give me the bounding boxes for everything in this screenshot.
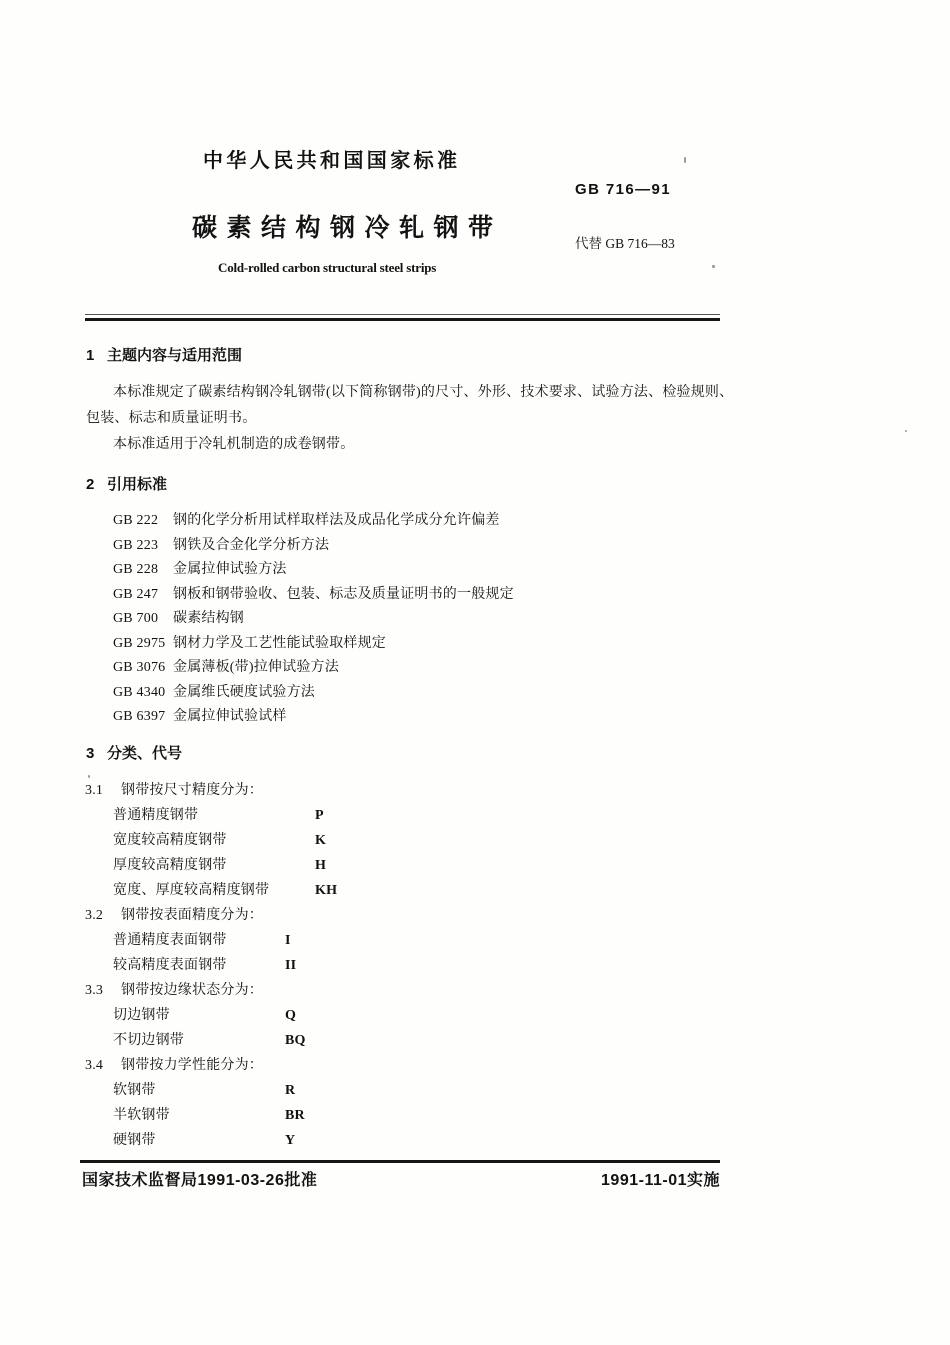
reference-item xyxy=(86,705,734,730)
subsection-number: 3.4 xyxy=(85,1058,104,1073)
section-1-heading xyxy=(86,346,734,366)
classification-item xyxy=(86,1128,734,1153)
reference-title: 钢的化学分析用试样取样法及成品化学成分允许偏差 xyxy=(173,513,500,528)
classification-label: 较高精度表面钢带 xyxy=(113,958,227,973)
reference-code: GB 228 xyxy=(113,562,159,577)
document-title-cn: 碳素结构钢冷轧钢带 xyxy=(192,214,503,242)
subsection-title: 钢带按力学性能分为： xyxy=(121,1058,263,1073)
reference-title: 钢铁及合金化学分析方法 xyxy=(173,537,330,553)
classification-label: 硬钢带 xyxy=(113,1133,156,1148)
classification-item xyxy=(86,1078,734,1103)
header-divider-rule xyxy=(85,318,720,321)
classification-item xyxy=(86,953,734,978)
standard-number: GB 716—91 xyxy=(575,181,671,198)
section-2-number: 2 xyxy=(86,476,95,493)
scan-speck xyxy=(684,157,686,163)
subsection-number: 3.1 xyxy=(85,783,104,798)
reference-item xyxy=(86,607,734,632)
reference-code: GB 223 xyxy=(113,537,159,553)
subsection-number: 3.2 xyxy=(85,908,104,923)
classification-code: H xyxy=(315,858,327,873)
reference-item xyxy=(86,681,734,706)
reference-item xyxy=(86,656,734,681)
section-1-number: 1 xyxy=(86,347,95,364)
classification-label: 宽度、厚度较高精度钢带 xyxy=(113,883,270,898)
document-title-en: Cold-rolled carbon structural steel strips xyxy=(218,260,437,275)
classification-label: 宽度较高精度钢带 xyxy=(113,833,227,848)
classification-code: Y xyxy=(285,1133,296,1148)
classification-item xyxy=(86,803,734,828)
reference-item xyxy=(86,509,734,534)
subsection-3.1 xyxy=(86,778,734,903)
subsection-heading xyxy=(85,1053,734,1078)
reference-code: GB 247 xyxy=(113,586,159,602)
classification-item xyxy=(86,928,734,953)
scope-paragraph-1: 本标准规定了碳素结构钢冷轧钢带(以下简称钢带)的尺寸、外形、技术要求、试验方法、检验规则、包装、标志和质量证明书。 xyxy=(86,385,734,426)
subsection-title: 钢带按尺寸精度分为： xyxy=(121,783,263,798)
scan-speck xyxy=(88,775,90,778)
reference-title: 金属拉伸试验试样 xyxy=(173,709,287,724)
section-1-title: 主题内容与适用范围 xyxy=(107,347,243,364)
reference-title: 金属薄板(带)拉伸试验方法 xyxy=(173,660,339,675)
subsection-heading xyxy=(85,778,734,803)
reference-title: 钢板和钢带验收、包装、标志及质量证明书的一般规定 xyxy=(173,586,514,602)
national-standard-label: 中华人民共和国国家标准 xyxy=(203,150,461,172)
scan-speck xyxy=(905,430,907,432)
classification-code: II xyxy=(285,958,297,973)
section-3-heading xyxy=(86,744,734,764)
reference-title: 碳素结构钢 xyxy=(173,611,244,626)
subsection-number: 3.3 xyxy=(85,983,104,998)
reference-title: 金属拉伸试验方法 xyxy=(173,562,287,577)
subsection-heading xyxy=(85,903,734,928)
subsection-title: 钢带按表面精度分为： xyxy=(121,908,263,923)
classification-label: 半软钢带 xyxy=(113,1108,170,1123)
classification-item xyxy=(86,1003,734,1028)
classification-code: KH xyxy=(315,883,338,898)
classification-item xyxy=(86,828,734,853)
implementation-note: 1991-11-01实施 xyxy=(601,1172,720,1189)
classification-code: Q xyxy=(285,1008,297,1023)
classification-label: 软钢带 xyxy=(113,1083,156,1098)
reference-title: 钢材力学及工艺性能试验取样规定 xyxy=(173,635,386,651)
section-2-heading xyxy=(86,475,734,495)
classification-section xyxy=(86,778,734,1153)
subsection-heading xyxy=(85,978,734,1003)
classification-item xyxy=(86,853,734,878)
document-body xyxy=(86,346,734,1153)
scope-paragraph-2: 本标准适用于冷轧机制造的成卷钢带。 xyxy=(113,437,355,452)
reference-code: GB 3076 xyxy=(113,660,166,675)
section-3-number: 3 xyxy=(86,744,95,762)
classification-label: 厚度较高精度钢带 xyxy=(113,858,227,873)
classification-item xyxy=(86,1103,734,1128)
classification-label: 普通精度表面钢带 xyxy=(113,933,227,948)
reference-title: 金属维氏硬度试验方法 xyxy=(173,684,315,700)
reference-code: GB 222 xyxy=(113,513,159,528)
reference-code: GB 6397 xyxy=(113,709,166,724)
reference-item xyxy=(86,534,734,559)
classification-item xyxy=(86,878,734,903)
reference-item xyxy=(86,632,734,657)
approval-note: 国家技术监督局1991-03-26批准 xyxy=(82,1172,318,1189)
classification-code: R xyxy=(285,1083,296,1098)
section-2-title: 引用标准 xyxy=(107,476,168,493)
classification-label: 不切边钢带 xyxy=(113,1033,184,1048)
reference-standard-list xyxy=(86,509,734,730)
classification-code: K xyxy=(315,833,327,848)
supersedes-note: 代替 GB 716—83 xyxy=(575,236,675,251)
reference-code: GB 4340 xyxy=(113,684,166,700)
classification-code: BQ xyxy=(285,1033,306,1048)
reference-item xyxy=(86,558,734,583)
subsection-title: 钢带按边缘状态分为： xyxy=(121,983,263,998)
subsection-3.3 xyxy=(86,978,734,1053)
subsection-3.2 xyxy=(86,903,734,978)
classification-label: 普通精度钢带 xyxy=(113,808,199,823)
reference-item xyxy=(86,583,734,608)
section-3-title: 分类、代号 xyxy=(107,744,183,762)
classification-code: BR xyxy=(285,1108,305,1123)
reference-code: GB 2975 xyxy=(113,635,166,651)
footer-divider-rule xyxy=(80,1160,720,1163)
page-footer xyxy=(82,1170,720,1192)
subsection-3.4 xyxy=(86,1053,734,1153)
classification-code: P xyxy=(315,808,324,823)
scan-speck xyxy=(712,265,715,268)
classification-item xyxy=(86,1028,734,1053)
reference-code: GB 700 xyxy=(113,611,159,626)
classification-code: I xyxy=(285,933,291,948)
classification-label: 切边钢带 xyxy=(113,1008,170,1023)
